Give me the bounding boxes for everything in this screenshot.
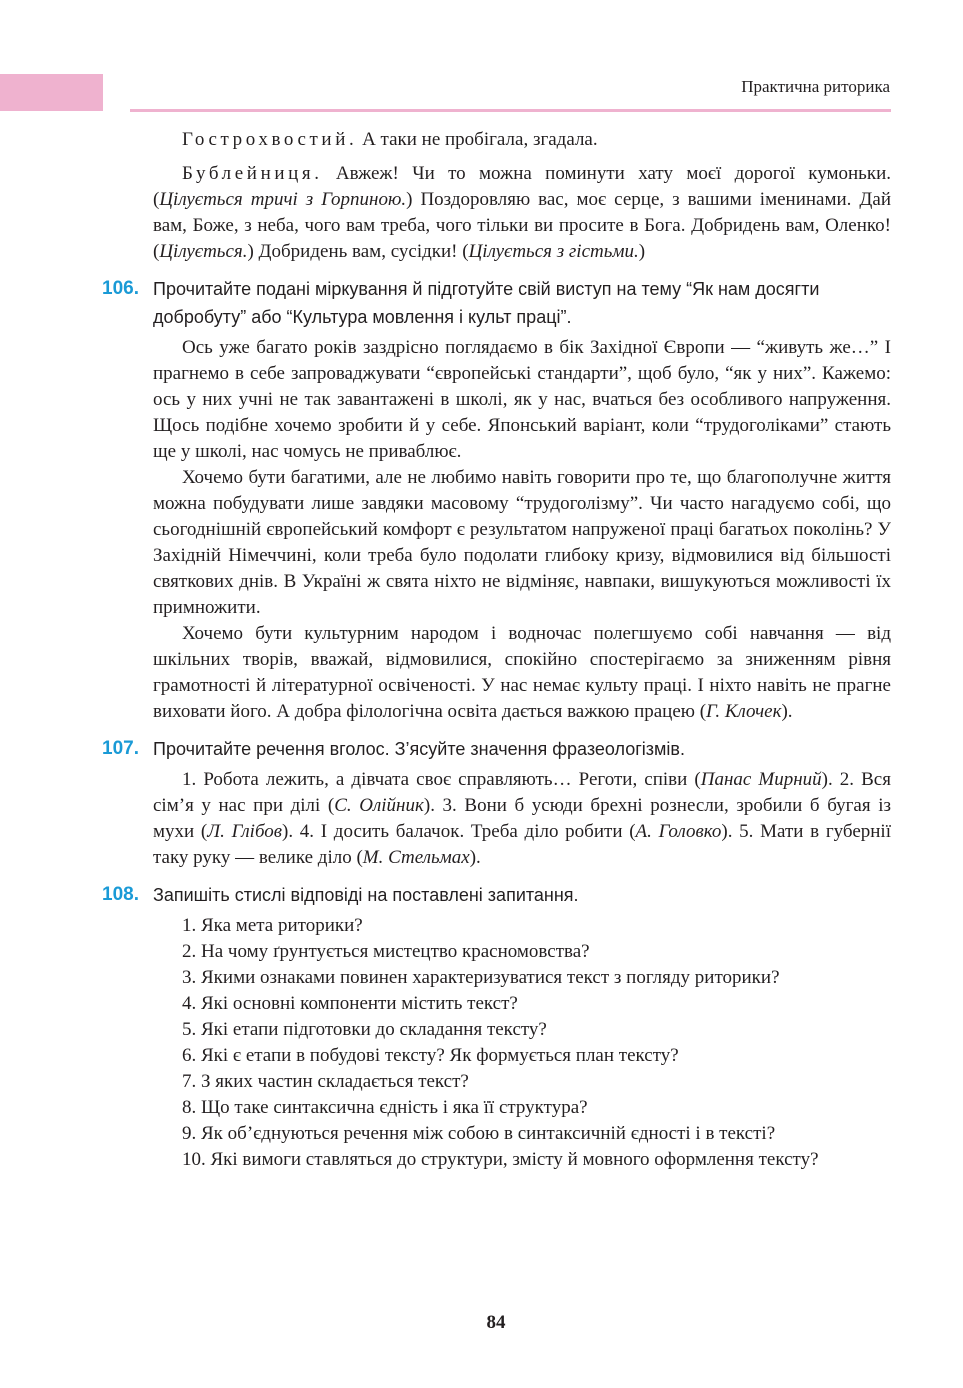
question-item: 5. Які етапи підготовки до складання тексту?	[182, 1019, 547, 1040]
paragraph: Ось уже багато років заздрісно поглядаємо в бік Західної Європи — “живуть же…” І прагнемо в себе запроваджувати “європейські стандарти”, щоб було, “як у них”. Кажемо: ось у них учні не так завантажені в школі, як у нас, вчаться без особливого напруження. Щось подібне хочемо зробити й у себе. Японський варіант, коли “трудоголіками” стають ще у школі, нас чомусь не приваблює.	[153, 337, 891, 462]
page-number: 84	[486, 1312, 506, 1333]
question-item: 1. Яка мета риторики?	[182, 915, 363, 936]
speaker-name: Гострохвостий.	[182, 129, 358, 150]
author-citation: Л. Глібов	[207, 821, 282, 842]
author-citation: С. Олійник	[334, 795, 424, 816]
stage-direction: Цілується з гістьми.	[468, 241, 639, 262]
drama-line-1: Гострохвостий. А таки не пробігала, згадала.	[182, 129, 598, 150]
question-item: 2. На чому ґрунтується мистецтво красномовства?	[182, 941, 590, 962]
author-citation: Г. Клочек	[706, 701, 782, 722]
author-citation: М. Стельмах	[362, 847, 470, 868]
task-108	[102, 881, 891, 909]
task-number: 108.	[102, 884, 139, 905]
stage-direction: Цілується тричі з Горпиною.	[159, 189, 407, 210]
task-number: 106.	[102, 278, 139, 299]
task-instruction: Прочитайте подані міркування й підготуйте свій виступ на тему “Як нам досягти добробуту” або “Культура мовлення і культ праці”.	[153, 279, 820, 327]
author-citation: Панас Мирний	[700, 769, 822, 790]
task-107	[102, 735, 891, 763]
question-item: 4. Які основні компоненти містить текст?	[182, 993, 518, 1014]
paragraph: Хочемо бути культурним народом і водночас полегшуємо собі навчання — від шкільних творів, вважай, відмовилися, спокійно спостерігаємо за зниженням рівня грамотності й літературної освіченості. У нас немає культу праці. І ніхто навіть не прагне виховати його. А добра філологічна освіта дається важкою працею (Г. Клочек).	[153, 623, 891, 722]
task-106	[102, 275, 891, 331]
task-number: 107.	[102, 738, 139, 759]
author-citation: А. Головко	[635, 821, 722, 842]
question-item: 8. Що таке синтаксична єдність і яка її структура?	[182, 1097, 588, 1118]
running-header: Практична риторика	[741, 77, 890, 96]
stage-direction: Цілується.	[159, 241, 248, 262]
task-instruction: Запишіть стислі відповіді на поставлені запитання.	[153, 885, 579, 905]
speaker-name: Бублейниця.	[182, 163, 323, 184]
question-item: 3. Якими ознаками повинен характеризуватися текст з погляду риторики?	[182, 967, 780, 988]
paragraph: Хочемо бути багатими, але не любимо навіть говорити про те, що благополучне життя можна побудувати лише завдяки масовому “трудоголізму”. Чи часто нагадуємо собі, що сьогоднішній європейський комфорт є результатом напруженої праці багатьох поколінь? У Західній Німеччині, коли треба було подолати глибоку кризу, відмовилися від більшості святкових днів. В Україні ж свята ніхто не відміняє, навпаки, вишукуються можливості їх примножити.	[153, 467, 891, 618]
sentences-paragraph: 1. Робота лежить, а дівчата своє справляють… Реготи, співи (Панас Мирний). 2. Вся сім’я у нас при ділі (С. Олійник). 3. Вони б усюди брехні рознесли, зробили б бугая із мухи (Л. Глібов). 4. І досить балачок. Треба діло робити (А. Головко). 5. Мати в губернії таку руку — велике діло (М. Стельмах).	[153, 769, 891, 868]
page-content	[102, 127, 891, 1173]
header-color-band	[0, 74, 103, 111]
task-instruction: Прочитайте речення вголос. З’ясуйте значення фразеологізмів.	[153, 739, 685, 759]
question-item: 10. Які вимоги ставляться до структури, змісту й мовного оформлення тексту?	[182, 1149, 819, 1170]
header-rule	[130, 109, 891, 112]
question-item: 6. Які є етапи в побудові тексту? Як формується план тексту?	[182, 1045, 679, 1066]
question-item: 7. З яких частин складається текст?	[182, 1071, 469, 1092]
drama-line-2: Бублейниця. Авжеж! Чи то можна поминути хату моєї дорогої кумоньки. (Цілується тричі з Горпиною.) Поздоровляю вас, моє серце, з вашими іменинами. Дай вам, Боже, з неба, чого вам треба, чого тільки ви просите в Бога. Добридень вам, Оленко! (Цілується.) Добридень вам, сусідки! (Цілується з гістьми.)	[153, 163, 891, 262]
question-item: 9. Як об’єднуються речення між собою в синтаксичній єдності і в тексті?	[182, 1123, 776, 1144]
